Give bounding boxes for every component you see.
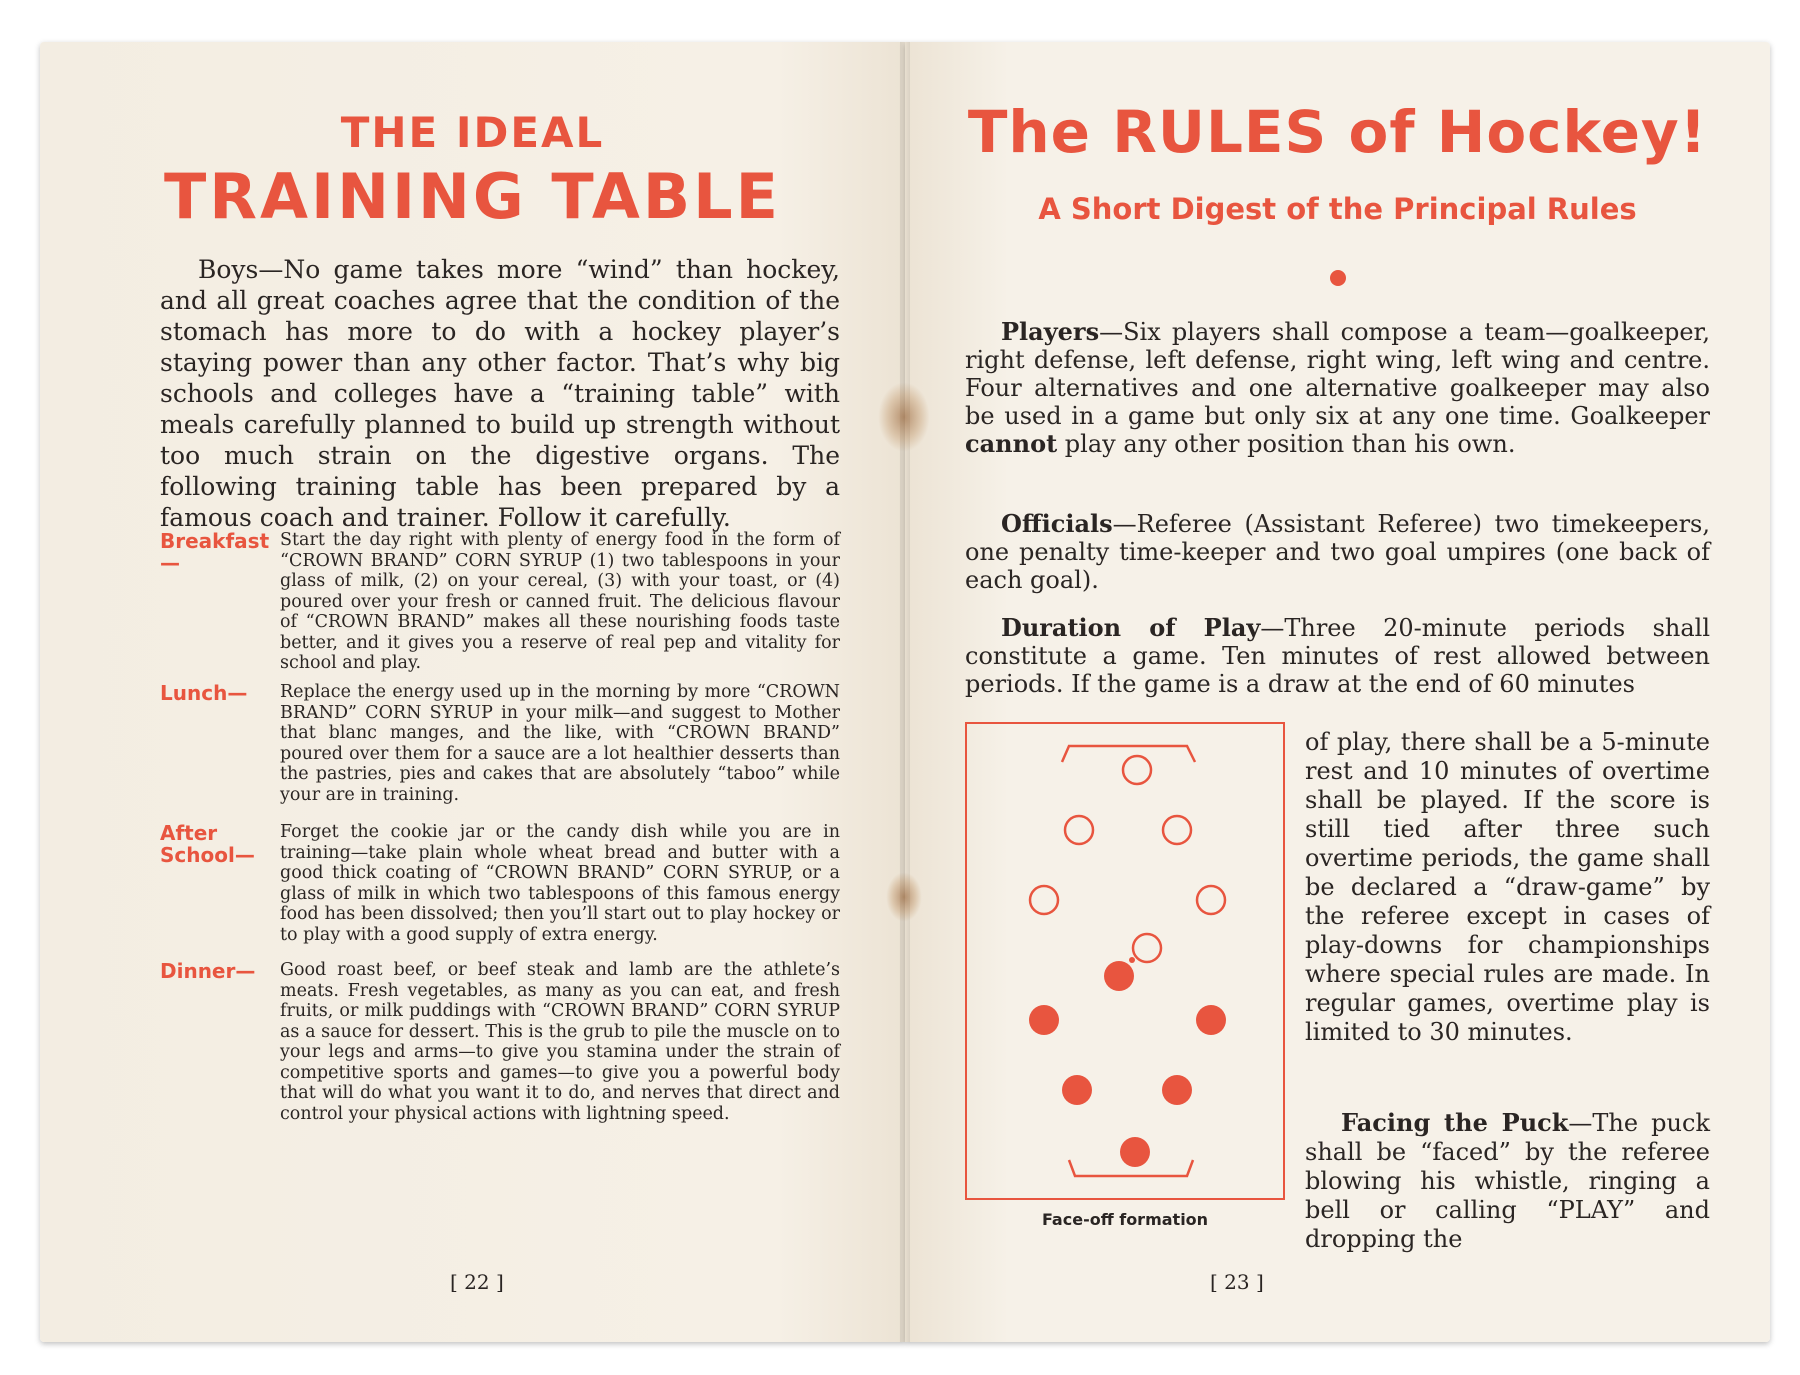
training-table-title-line2: TRAINING TABLE [164,160,781,233]
right-page [905,42,1770,1342]
bullet-dot [1330,270,1346,286]
meal-label: Lunch— [160,681,248,705]
rule-heading: Duration of Play [1001,613,1261,642]
player-open-circle [1197,886,1225,914]
training-table-title-line1: THE IDEAL [340,108,605,157]
puck [1129,957,1135,963]
player-filled-circle [1104,961,1134,991]
duration-rule [965,614,1710,698]
rule-heading: Players [1001,317,1100,346]
intro-paragraph: Boys—No game takes more “wind” than hockey, and all great coaches agree that the condition of the stomach has more to do with a hockey player’s staying power than any other factor. That’s why big schools and colleges have a “training table” with meals carefully planned to build up strength without too much strain on the digestive organs. The following training table has been prepared by a famous coach and trainer. Follow it carefully. [160,255,840,532]
player-open-circle [1123,756,1151,784]
rule-heading: Facing the Puck [1341,1108,1569,1137]
meal-text: Good roast beef, or beef steak and lamb are the athlete’s meats. Fresh vegetables, as many as you can eat, and fresh fruits, or milk puddings with “CROWN BRAND” CORN SYRUP as a sauce for dessert. This is the grub to pile the muscle on to your legs and arms—to give you stamina under the strain of competitive sports and games—to give you a powerful body that will do what you want it to do, and nerves that direct and control your physical actions with lightning speed. [280,960,840,1124]
left-page [40,42,905,1342]
diagram-caption: Face-off formation [1041,1210,1209,1229]
duration-rule-continued: of play, there shall be a 5-minute rest and 10 minutes of overtime shall be played. If the score is still tied after three such overtime periods, the game shall be declared a “draw-game” by the referee except in cases of play-downs for championships where special rules are made. In regular games, overtime play is limited to 30 minutes. [1305,728,1710,1046]
facing-rule [1305,1108,1710,1254]
rule-text: —Three 20-minute periods shall constitute a game. Ten minutes of rest allowed between periods. If the game is a draw at the end of 60 minutes [965,614,1710,698]
hockey-rules-title: The RULES of Hockey! [967,98,1708,166]
booklet-spread [40,42,1770,1342]
rule-text: play any other position than his own. [1057,430,1516,458]
meal-text: Replace the energy used up in the morning by more “CROWN BRAND” CORN SYRUP in your milk—and suggest to Mother that blanc manges, and the like, with “CROWN BRAND” poured over them for a sauce are a lot healthier desserts than the pastries, pies and cakes that are absolutely “taboo” while your are in training. [280,682,840,805]
rule-emphasis: cannot [965,429,1058,458]
player-open-circle [1065,816,1093,844]
age-stain [878,382,930,452]
rule-heading: Officials [1001,509,1113,538]
meal-text: Start the day right with plenty of energy food in the form of “CROWN BRAND” CORN SYRUP (1) two tablespoons in your glass of milk, (2) on your cereal, (3) with your toast, or (4) poured over your fresh or canned fruit. The delicious flavour of “CROWN BRAND” makes all these nourishing foods taste better, and it gives you a reserve of real pep and vitality for school and play. [280,530,840,673]
faceoff-diagram-svg [967,724,1283,1198]
rule-text: —Referee (Assistant Referee) two timekeepers, one penalty time-keeper and two goal umpires (one back of each goal). [965,510,1710,594]
rule-text: —Six players shall compose a team—goalkeeper, right defense, left defense, right wing, left wing and centre. Four alternatives and one alternative goalkeeper may also be used in a game but only six at any one time. Goalkeeper [965,318,1710,430]
player-filled-circle [1120,1137,1150,1167]
faceoff-diagram [965,722,1285,1200]
players-rule [965,318,1710,458]
booklet-spine [900,42,910,1342]
hockey-rules-subtitle: A Short Digest of the Principal Rules [1038,192,1637,226]
player-filled-circle [1162,1075,1192,1105]
player-filled-circle [1196,1005,1226,1035]
meal-label: Breakfast— [160,529,270,575]
player-open-circle [1030,886,1058,914]
age-stain [886,872,922,922]
officials-rule [965,510,1710,594]
meal-label: Dinner— [160,959,256,983]
player-open-circle [1133,934,1161,962]
page-number-left: [ 22 ] [450,1270,504,1294]
player-filled-circle [1062,1075,1092,1105]
rule-text: —The puck shall be “faced” by the referee blowing his whistle, ringing a bell or calling “PLAY” and dropping the [1305,1109,1710,1253]
page-number-right: [ 23 ] [1210,1270,1264,1294]
player-filled-circle [1029,1005,1059,1035]
player-open-circle [1163,816,1191,844]
meal-text: Forget the cookie jar or the candy dish while you are in training—take plain whole wheat bread and butter with a good thick coating of “CROWN BRAND” CORN SYRUP, or a glass of milk in which two tablespoons of this famous energy food has been dissolved; then you’ll start out to play hockey or to play with a good supply of extra energy. [280,822,840,945]
meal-label: After School— [160,821,255,867]
